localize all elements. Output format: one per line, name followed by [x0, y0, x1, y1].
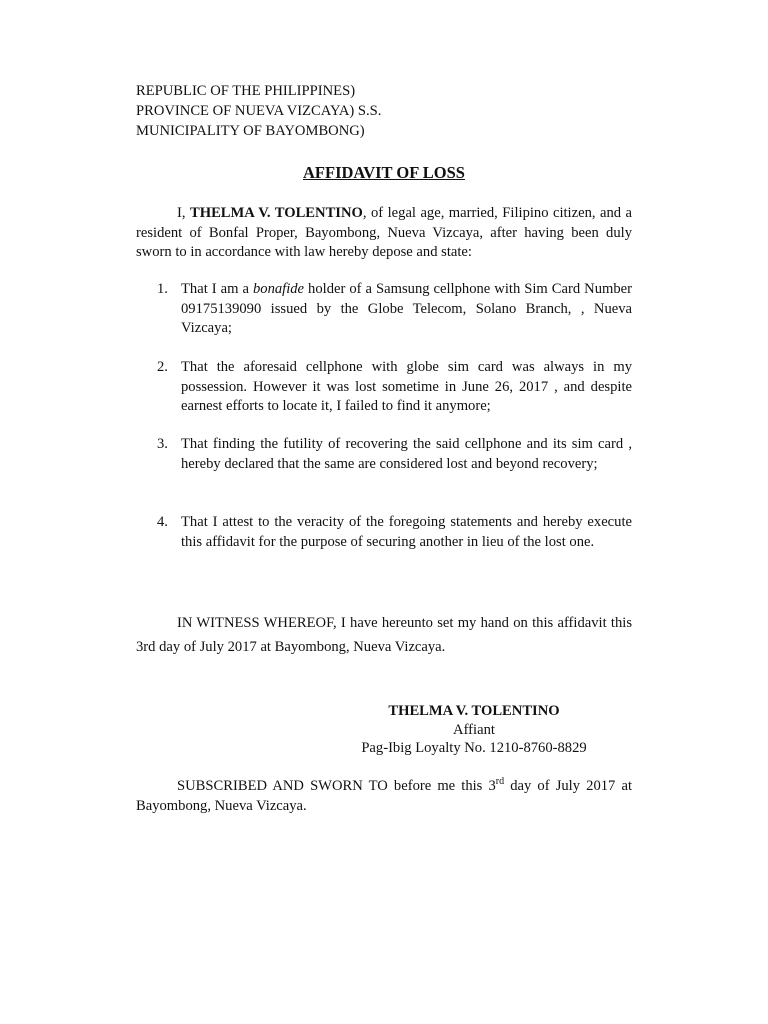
intro-rest: , of legal age, married, Filipino citizen, and a resident of Bonfal Proper, Bayombong, Nueva Vizcaya, after having been duly sworn to in accordance with law hereby depose and state: — [136, 205, 632, 261]
jurat-text-before: SUBSCRIBED AND SWORN TO before me this 3 — [177, 778, 496, 794]
list-item-text — [181, 280, 632, 339]
venue-line-municipality: MUNICIPALITY OF BAYOMBONG) — [136, 122, 365, 139]
list-item-number: 4. — [157, 514, 168, 530]
list-item-text-after: holder of a Samsung cellphone with Sim Card Number 09175139090 issued by the Globe Telecom, Solano Branch, , Nueva Vizcaya; — [181, 281, 632, 337]
venue-header — [136, 82, 556, 141]
list-item-text-italic: bonafide — [252, 281, 305, 297]
venue-line-republic: REPUBLIC OF THE PHILIPPINES) — [136, 83, 356, 99]
affiant-name-inline: THELMA V. TOLENTINO — [189, 205, 363, 221]
signature-id-number: Pag-Ibig Loyalty No. 1210-8760-8829 — [361, 740, 587, 756]
intro-paragraph — [136, 204, 632, 263]
signature-name: THELMA V. TOLENTINO — [388, 703, 560, 719]
list-item-text: That I attest to the veracity of the foregoing statements and hereby execute this affidavit for the purpose of securing another in lieu of the lost one. — [181, 514, 632, 550]
document-title: AFFIDAVIT OF LOSS — [303, 163, 465, 182]
list-item-text-before: That I am a — [181, 281, 253, 297]
list-item-text: That the aforesaid cellphone with globe sim card was always in my possession. However it was lost sometime in June 26, 2017 , and despite earnest efforts to locate it, I failed to find it anymore; — [181, 359, 632, 415]
jurat-text-after: day of July 2017 at Bayombong, Nueva Vizcaya. — [136, 778, 632, 814]
signature-role: Affiant — [453, 722, 495, 738]
intro-prefix: I, — [177, 205, 190, 221]
list-item-number: 2. — [157, 359, 168, 375]
list-item-number: 3. — [157, 436, 168, 452]
witness-paragraph: IN WITNESS WHEREOF, I have hereunto set my hand on this affidavit this 3rd day of July 2017 at Bayombong, Nueva Vizcaya. — [136, 615, 632, 655]
jurat-paragraph — [136, 777, 632, 816]
jurat-superscript: rd — [495, 776, 505, 788]
list-item-number: 1. — [157, 281, 168, 297]
list-item-text: That finding the futility of recovering the said cellphone and its sim card , hereby declared that the same are considered lost and beyond recovery; — [181, 436, 632, 472]
venue-line-province: PROVINCE OF NUEVA VIZCAYA) S.S. — [136, 102, 382, 119]
